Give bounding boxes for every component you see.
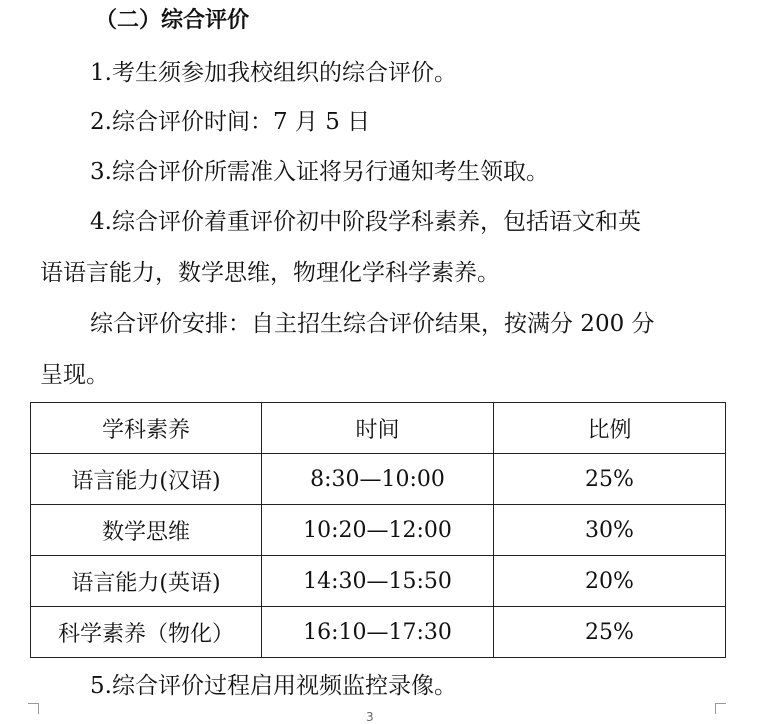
table-cell-time: 8:30—10:00 (262, 454, 494, 505)
paragraph-4-line-1: 4.综合评价着重评价初中阶段学科素养，包括语文和英 (90, 209, 641, 235)
table-row (31, 607, 726, 658)
paragraph-4-line-2: 语语言能力，数学思维，物理化学科学素养。 (40, 260, 500, 286)
table-cell-subject: 语言能力(英语) (31, 556, 262, 607)
arrangement-line-1: 综合评价安排：自主招生综合评价结果，按满分 200 分 (90, 311, 655, 337)
table-cell-ratio: 25% (494, 607, 726, 658)
section-heading: （二）综合评价 (95, 8, 250, 33)
table-cell-time: 14:30—15:50 (262, 556, 494, 607)
table-cell-subject: 数学思维 (31, 505, 262, 556)
table-row (31, 505, 726, 556)
page-corner-mark-right (715, 703, 726, 714)
table-cell-ratio: 25% (494, 454, 726, 505)
schedule-table (30, 402, 726, 658)
table-header-cell: 学科素养 (31, 403, 262, 454)
table-cell-ratio: 30% (494, 505, 726, 556)
table-header-cell: 时间 (262, 403, 494, 454)
paragraph-3: 3.综合评价所需准入证将另行通知考生领取。 (90, 159, 549, 185)
paragraph-5: 5.综合评价过程启用视频监控录像。 (90, 673, 457, 699)
table-header-cell: 比例 (494, 403, 726, 454)
paragraph-1: 1.考生须参加我校组织的综合评价。 (90, 60, 457, 86)
page-number: 3 (366, 710, 374, 724)
table-row (31, 556, 726, 607)
table-cell-time: 10:20—12:00 (262, 505, 494, 556)
table-header-row (31, 403, 726, 454)
paragraph-2: 2.综合评价时间：7 月 5 日 (90, 109, 371, 135)
table-cell-ratio: 20% (494, 556, 726, 607)
table-cell-subject: 语言能力(汉语) (31, 454, 262, 505)
page-corner-mark-left (28, 703, 39, 714)
arrangement-line-2: 呈现。 (40, 362, 109, 388)
table-cell-time: 16:10—17:30 (262, 607, 494, 658)
table-cell-subject: 科学素养（物化） (31, 607, 262, 658)
table-row (31, 454, 726, 505)
